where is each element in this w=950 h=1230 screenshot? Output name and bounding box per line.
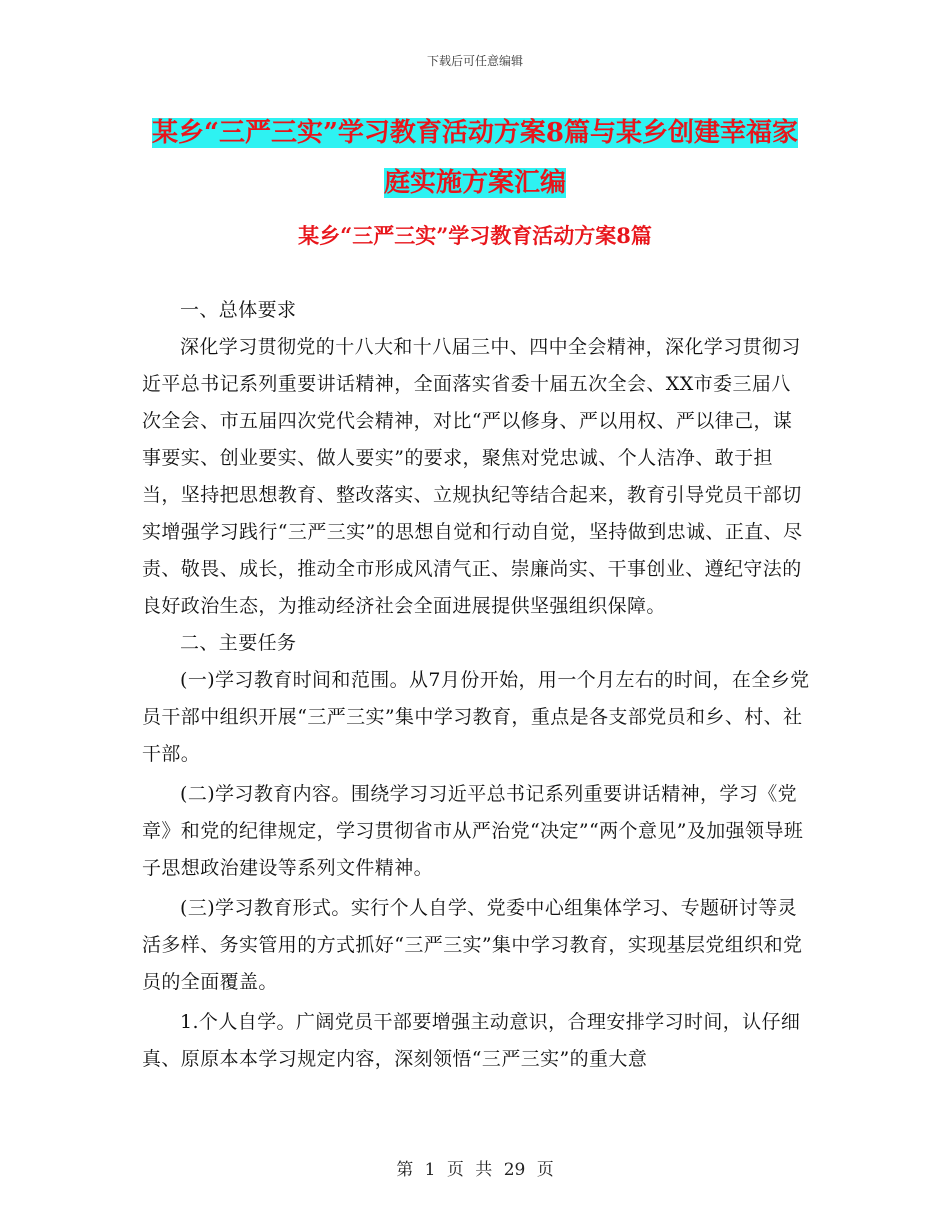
section-title: 某乡“三严三实”学习教育活动方案8篇 [298, 223, 652, 248]
paragraph: (一)学习教育时间和范围。从7月份开始，用一个月左右的时间，在全乡党员干部中组织开展“三严三实”集中学习教育，重点是各支部党员和乡、村、社干部。 [142, 669, 810, 765]
paragraph: 深化学习贯彻党的十八大和十八届三中、四中全会精神，深化学习贯彻习近平总书记系列重要讲话精神，全面落实省委十届五次全会、XX市委三届八次全会、市五届四次党代会精神，对比“严以修身、严以用权、严以律己，谋事要实、创业要实、做人要实”的要求，聚焦对党忠诚、个人洁净、敢于担当，坚持把思想教育、整改落实、立规执纪等结合起来，教育引导党员干部切实增强学习践行“三严三实”的思想自觉和行动自觉，坚持做到忠诚、正直、尽责、敬畏、成长，推动全市形成风清气正、崇廉尚实、干事创业、遵纪守法的良好政治生态，为推动经济社会全面进展提供坚强组织保障。 [142, 336, 803, 617]
page-number: 第 1 页 共 29 页 [396, 1160, 554, 1180]
paragraph: (二)学习教育内容。围绕学习习近平总书记系列重要讲话精神，学习《党章》和党的纪律规定，学习贯彻省市从严治党“决定”“两个意见”及加强领导班子思想政治建设等系列文件精神。 [142, 783, 804, 879]
heading-general-requirements: 一、总体要求 [180, 299, 297, 321]
document-body [142, 292, 810, 1078]
paragraph: (三)学习教育形式。实行个人自学、党委中心组集体学习、专题研讨等灵活多样、务实管用的方式抓好“三严三实”集中学习教育，实现基层党组织和党员的全面覆盖。 [142, 897, 803, 993]
heading-main-tasks: 二、主要任务 [180, 632, 297, 654]
document-title-text: 某乡“三严三实”学习教育活动方案8篇与某乡创建幸福家庭实施方案汇编 [151, 118, 798, 198]
document-title [140, 108, 810, 208]
paragraph: 1.个人自学。广阔党员干部要增强主动意识，合理安排学习时间，认仔细真、原原本本学习规定内容，深刻领悟“三严三实”的重大意 [142, 1011, 801, 1070]
page-header-note: 下载后可任意编辑 [426, 54, 523, 68]
